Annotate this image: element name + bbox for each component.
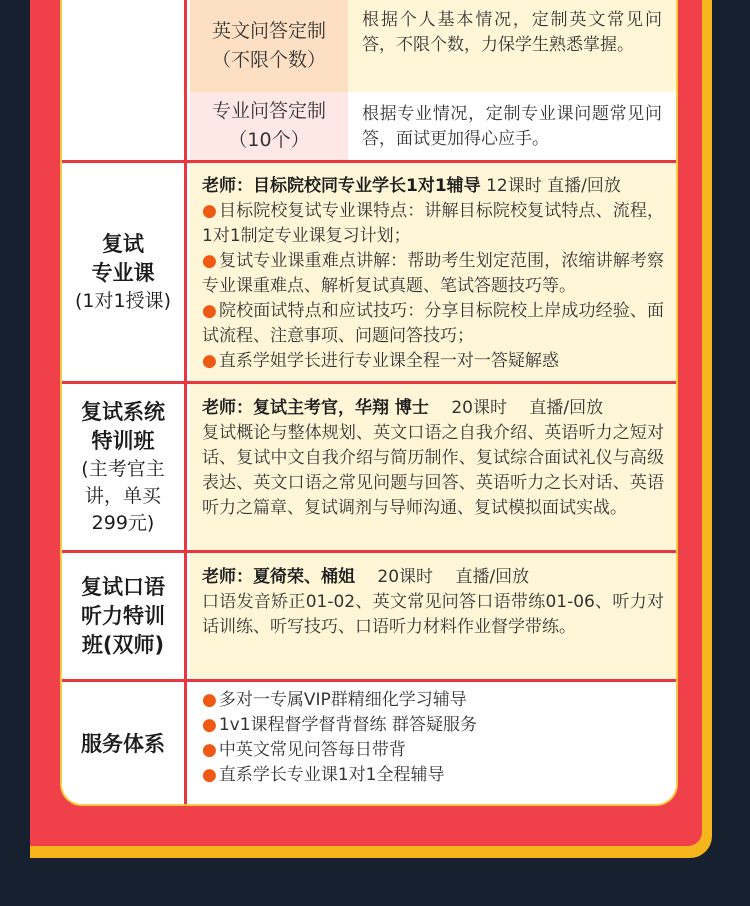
bullet-icon: ● xyxy=(202,201,217,221)
system-course-teacher: 老师：复试主考官，华翔 博士 xyxy=(202,398,429,418)
service-label xyxy=(62,682,187,806)
list-item-text: 中英文常见问答每日带背 xyxy=(218,740,406,760)
major-qa-sub: （10个） xyxy=(228,129,310,151)
major-course-label-line: 复试 xyxy=(101,231,144,256)
table-row-major-course xyxy=(62,163,676,381)
bullet-icon: ● xyxy=(202,251,217,271)
oral-course-label xyxy=(62,553,187,679)
major-qa-label xyxy=(190,92,348,160)
english-qa-desc xyxy=(348,0,676,92)
oral-course-detail xyxy=(190,553,676,679)
list-item xyxy=(202,349,664,374)
system-course-label-sub: (主考官主 xyxy=(81,457,165,480)
list-item-text: 多对一专属VIP群精细化学习辅导 xyxy=(218,690,467,710)
list-item xyxy=(202,249,664,299)
service-label-text: 服务体系 xyxy=(81,731,165,756)
list-item xyxy=(202,688,664,713)
list-item xyxy=(202,199,664,249)
major-qa-desc-text: 根据专业情况，定制专业课问题常见问答，面试更加得心应手。 xyxy=(362,104,662,149)
list-item-text: 1v1课程督学督背督练 群答疑服务 xyxy=(218,715,477,735)
system-course-meta: 20课时 直播/回放 xyxy=(428,398,604,418)
bullet-icon: ● xyxy=(202,765,217,785)
oral-course-label-line: 班(双师) xyxy=(81,632,165,657)
english-qa-label xyxy=(190,0,348,92)
major-course-detail xyxy=(190,163,676,381)
oral-course-teacher: 老师：夏徛荣、桶姐 xyxy=(202,567,355,587)
system-course-detail xyxy=(190,384,676,550)
major-course-label-line: 专业课 xyxy=(91,260,155,285)
table-row-qa-customization xyxy=(62,0,676,160)
system-course-label-line: 特训班 xyxy=(91,428,155,453)
major-course-label xyxy=(62,163,187,381)
system-course-label xyxy=(62,384,187,550)
list-item-text: 目标院校复试专业课特点：讲解目标院校复试特点、流程，1对1制定专业课复习计划； xyxy=(202,201,665,246)
list-item-text: 复试专业课重难点讲解：帮助考生划定范围，浓缩讲解考察专业课重难点、解析复试真题、笔试答题技巧等。 xyxy=(202,251,665,296)
bullet-icon: ● xyxy=(202,740,217,760)
table-row-service xyxy=(62,682,676,806)
english-qa-sub: （不限个数） xyxy=(211,49,326,71)
major-course-meta: 12课时 直播/回放 xyxy=(480,176,621,196)
list-item-text: 直系学姐学长进行专业课全程一对一答疑解惑 xyxy=(218,351,559,371)
oral-course-meta: 20课时 直播/回放 xyxy=(355,567,530,587)
bullet-icon: ● xyxy=(202,715,217,735)
list-item xyxy=(202,763,664,788)
major-course-teacher: 老师：目标院校同专业学长1对1辅导 xyxy=(202,176,481,196)
service-detail xyxy=(190,682,676,806)
bullet-icon: ● xyxy=(202,351,217,371)
oral-course-label-line: 复试口语 xyxy=(81,574,165,599)
table-row-system-course xyxy=(62,384,676,550)
list-item-text: 直系学长专业课1对1全程辅导 xyxy=(218,765,445,785)
system-course-label-line: 复试系统 xyxy=(81,399,165,424)
bullet-icon: ● xyxy=(202,690,217,710)
list-item xyxy=(202,713,664,738)
major-qa-title: 专业问答定制 xyxy=(211,100,326,122)
oral-course-label-line: 听力特训 xyxy=(81,603,165,628)
system-course-label-sub: 讲，单买 xyxy=(84,484,161,507)
empty-label-cell xyxy=(62,0,187,160)
english-qa-desc-text: 根据个人基本情况，定制英文常见问答，不限个数，力保学生熟悉掌握。 xyxy=(362,10,662,55)
list-item xyxy=(202,738,664,763)
table-row-oral-course xyxy=(62,553,676,679)
course-table xyxy=(60,0,678,806)
bullet-icon: ● xyxy=(202,301,217,321)
list-item xyxy=(202,299,664,349)
system-course-label-sub: 299元) xyxy=(91,511,155,534)
oral-course-desc: 口语发音矫正01-02、英文常见问答口语带练01-06、听力对话训练、听写技巧、口语听力材料作业督学带练。 xyxy=(202,592,664,637)
system-course-desc: 复试概论与整体规划、英文口语之自我介绍、英语听力之短对话、复试中文自我介绍与简历制作、复试综合面试礼仪与高级表达、英文口语之常见问题与回答、英语听力之长对话、英语听力之篇章、复试调剂与导师沟通、复试模拟面试实战。 xyxy=(202,423,664,518)
list-item-text: 院校面试特点和应试技巧：分享目标院校上岸成功经验、面试流程、注意事项、问题问答技巧； xyxy=(202,301,665,346)
english-qa-title: 英文问答定制 xyxy=(211,20,326,42)
major-course-label-line: (1对1授课) xyxy=(74,289,171,312)
major-qa-desc xyxy=(348,92,676,160)
